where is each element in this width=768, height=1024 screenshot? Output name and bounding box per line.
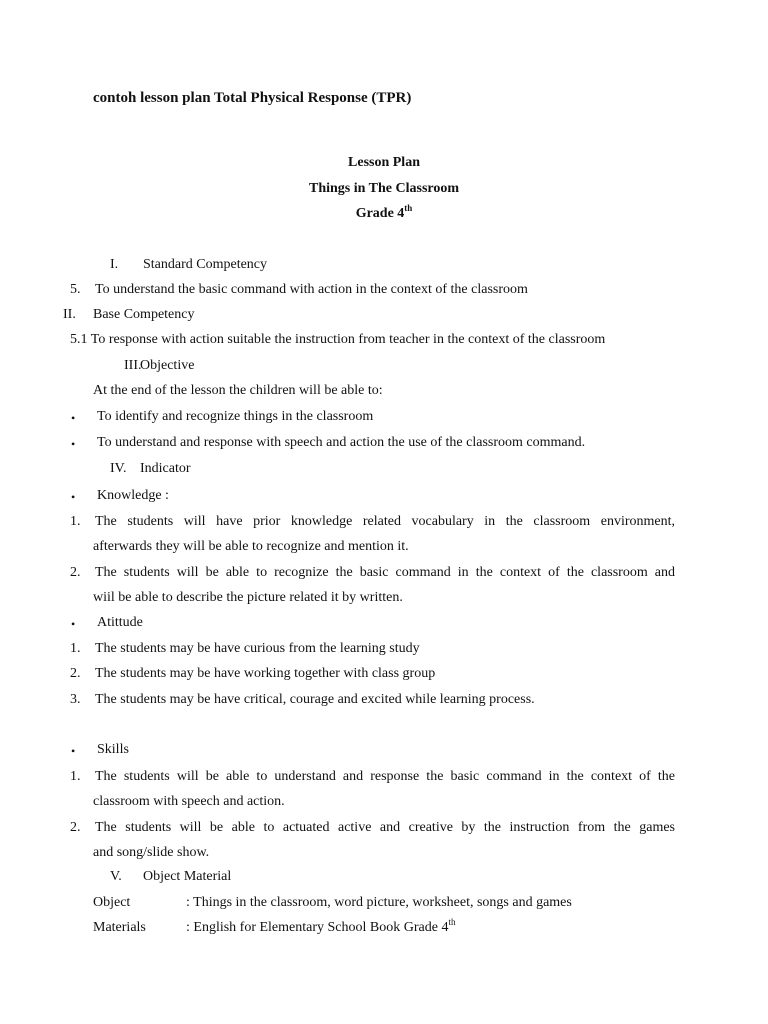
section-2-number: II. — [63, 307, 76, 322]
attitude-label: Atittude — [97, 615, 143, 630]
objective-intro: At the end of the lesson the children will be able to: — [93, 383, 383, 398]
object-label: Object — [93, 895, 131, 910]
section-1-item-text: To understand the basic command with action in the context of the classroom — [95, 282, 528, 297]
knowledge-item-1-line-1: The students will have prior knowledge related vocabulary in the classroom environment, — [95, 514, 675, 529]
materials-label: Materials — [93, 920, 146, 935]
skills-item-1-number: 1. — [70, 769, 81, 784]
skills-item-1-line-2: classroom with speech and action. — [93, 794, 285, 809]
bullet-icon: • — [71, 617, 76, 631]
section-1-item-number: 5. — [70, 282, 81, 297]
knowledge-item-1-line-2: afterwards they will be able to recognize and mention it. — [93, 539, 409, 554]
section-4-number: IV. — [110, 461, 127, 476]
section-1-number: I. — [110, 257, 119, 272]
attitude-item-1-text: The students may be have curious from the learning study — [95, 641, 420, 656]
object-value: : Things in the classroom, word picture, worksheet, songs and games — [186, 895, 572, 910]
section-5-number: V. — [110, 869, 122, 884]
section-4-title: Indicator — [140, 461, 191, 476]
bullet-icon: • — [71, 490, 76, 504]
knowledge-item-1-number: 1. — [70, 514, 81, 529]
grade-heading — [0, 205, 768, 223]
skills-item-2-line-2: and song/slide show. — [93, 845, 210, 860]
materials-value — [186, 919, 455, 937]
skills-item-2-number: 2. — [70, 820, 81, 835]
grade-superscript: th — [404, 203, 413, 213]
bullet-icon: • — [71, 437, 76, 451]
section-2-item-text: 5.1 To response with action suitable the instruction from teacher in the context of the classroom — [70, 332, 606, 347]
skills-label: Skills — [97, 742, 129, 757]
attitude-item-3-number: 3. — [70, 692, 81, 707]
section-3-number: III. — [124, 358, 142, 373]
lesson-topic-heading: Things in The Classroom — [308, 181, 460, 196]
attitude-item-3-text: The students may be have critical, courage and excited while learning process. — [95, 692, 535, 707]
lesson-plan-heading: Lesson Plan — [348, 155, 420, 170]
knowledge-item-2-number: 2. — [70, 565, 81, 580]
section-5-title: Object Material — [143, 869, 232, 884]
bullet-icon: • — [71, 744, 76, 758]
knowledge-item-2-line-1: The students will be able to recognize the basic command in the context of the classroom and — [95, 565, 675, 580]
materials-superscript: th — [448, 917, 456, 927]
knowledge-label: Knowledge : — [97, 488, 169, 503]
skills-item-2-line-1: The students will be able to actuated active and creative by the instruction from the games — [95, 820, 675, 835]
skills-item-1-line-1: The students will be able to understand and response the basic command in the context of the — [95, 769, 675, 784]
objective-bullet-1: To identify and recognize things in the classroom — [97, 409, 374, 424]
materials-text: : English for Elementary School Book Grade 4 — [186, 920, 449, 935]
document-title: contoh lesson plan Total Physical Response (TPR) — [93, 90, 412, 106]
bullet-icon: • — [71, 411, 76, 425]
section-2-title: Base Competency — [93, 307, 195, 322]
objective-bullet-2: To understand and response with speech and action the use of the classroom command. — [97, 435, 586, 450]
attitude-item-1-number: 1. — [70, 641, 81, 656]
knowledge-item-2-line-2: wiil be able to describe the picture related it by written. — [93, 590, 403, 605]
section-1-title: Standard Competency — [143, 257, 268, 272]
grade-text: Grade 4 — [355, 206, 405, 221]
section-3-title: Objective — [140, 358, 195, 373]
attitude-item-2-text: The students may be have working together with class group — [95, 666, 436, 681]
attitude-item-2-number: 2. — [70, 666, 81, 681]
